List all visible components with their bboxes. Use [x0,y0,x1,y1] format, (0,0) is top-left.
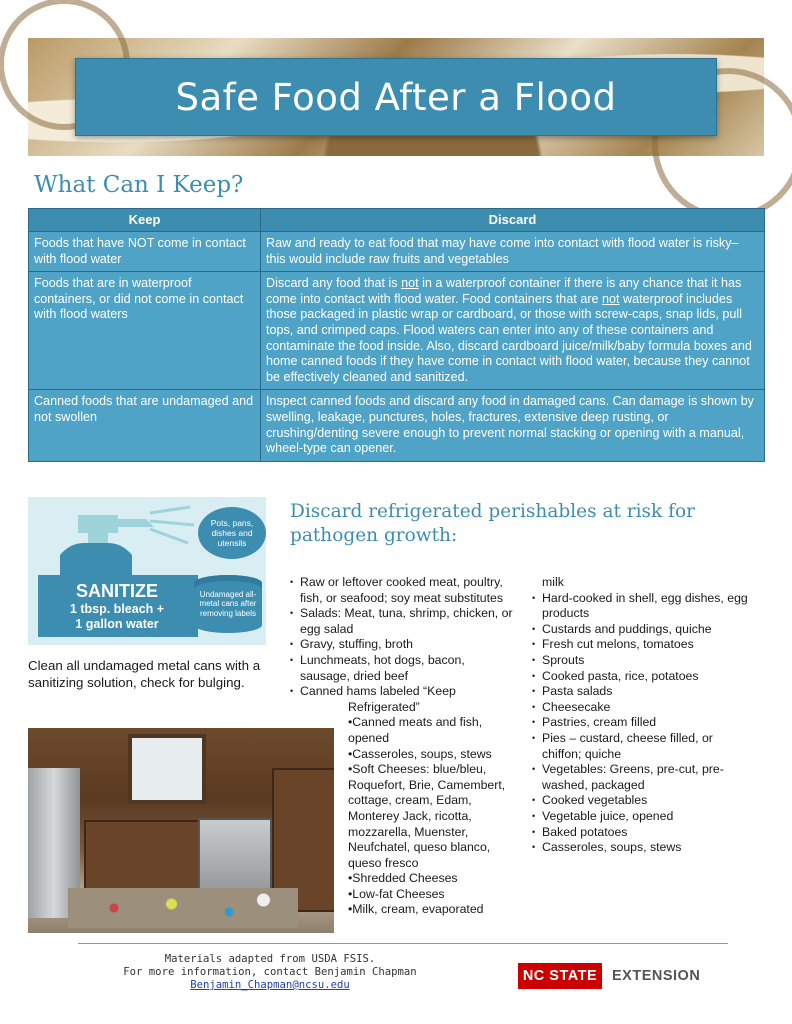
footer-line1: Materials adapted from USDA FSIS. [164,953,376,965]
discard-cell: Raw and ready to eat food that may have come into contact with flood water is risky– this would include raw fruits and vegetables [261,232,765,272]
footer-divider [78,943,728,944]
discard-column-header: Discard [261,209,765,232]
clean-cans-text: Clean all undamaged metal cans with a sanitizing solution, check for bulging. [28,658,261,690]
perishables-list-col2 [530,575,750,856]
list-item: •Shredded Cheeses [348,871,458,886]
list-item: • Baked potatoes [530,825,750,841]
sanitize-label [42,581,192,632]
list-item: • Vegetables: Greens, pre-cut, pre-washed, packaged [530,762,750,793]
list-item: • Raw or leftover cooked meat, poultry, fish, or seafood; soy meat substitutes [288,575,518,606]
perishables-list-col1 [288,575,518,918]
keep-discard-table [28,208,765,462]
nc-state-logo-box: NC STATE [518,963,602,989]
table-row [29,272,765,390]
discard-text: Discard any food that is [266,276,402,291]
cabinet-shape [84,820,200,894]
keep-cell: Foods that are in waterproof containers, or did not come in contact with flood waters [29,272,261,390]
keep-cell: Canned foods that are undamaged and not swollen [29,390,261,461]
window-shape [128,734,206,804]
sanitize-line2: 1 gallon water [75,617,159,631]
list-item: • Pasta salads [530,684,750,700]
contact-email-link[interactable]: Benjamin_Chapman@ncsu.edu [190,979,350,991]
list-item: Refrigerated” [348,699,420,714]
extension-logo-text: EXTENSION [612,968,701,984]
list-item: •Milk, cream, evaporated [348,902,484,917]
list-item: •Soft Cheeses: blue/bleu, Roquefort, Brie, Camembert, cottage, cream, Edam, Monterey Jack, ricotta, mozzarella, Muenster, Neufchatel, queso blanco, queso fresco [348,762,506,870]
list-item: • Custards and puddings, quiche [530,622,750,638]
list-item: • Pastries, cream filled [530,715,750,731]
section-heading: What Can I Keep? [34,172,244,198]
list-item: • Pies – custard, cheese filled, or chiffon; quiche [530,731,750,762]
list-item: • Fresh cut melons, tomatoes [530,637,750,653]
discard-cell: Inspect canned foods and discard any food in damaged cans. Can damage is shown by swelling, leakage, punctures, holes, fractures, extensive deep rusting, or crushing/denting severe enough to prevent normal stacking or opening with a manual, wheel-type can opener. [261,390,765,461]
list-item: •Casseroles, soups, stews [348,746,492,761]
list-item: • Cooked vegetables [530,793,750,809]
list-item: • Cooked pasta, rice, potatoes [530,669,750,685]
utensils-bubble: Pots, pans, dishes and utensils [198,507,266,559]
list-item: •Canned meats and fish, opened [348,715,483,745]
nc-state-extension-logo [518,963,700,989]
sanitize-graphic [28,497,266,645]
debris-shape [68,888,298,928]
discard-text: in a waterproof container if there is any chance that it has come into contact with flood water. Food containers that are [266,276,742,306]
list-item: milk [542,575,564,589]
footer-credits [100,953,440,992]
list-item: • Lunchmeats, hot dogs, bacon, sausage, dried beef [288,653,518,684]
sanitize-line1: 1 tbsp. bleach + [69,602,165,616]
page-title: Safe Food After a Flood [75,58,717,136]
sanitize-title: SANITIZE [75,581,158,601]
table-row [29,390,765,461]
list-item: • Casseroles, soups, stews [530,840,750,856]
list-item: • Salads: Meat, tuna, shrimp, chicken, or egg salad [288,606,518,637]
list-item: • Canned hams labeled “Keep [288,684,518,700]
list-item: • Gravy, stuffing, broth [288,637,518,653]
list-item: • Hard-cooked in shell, egg dishes, egg products [530,591,750,622]
header-banner [28,38,764,156]
perishables-heading: Discard refrigerated perishables at risk for pathogen growth: [290,501,695,546]
keep-cell: Foods that have NOT come in contact with flood water [29,232,261,272]
table-row [29,232,765,272]
list-item: • Cheesecake [530,700,750,716]
table-header-row [29,209,765,232]
footer-line2: For more information, contact Benjamin Chapman [123,966,417,978]
metal-can-label: Undamaged all-metal cans after removing labels [194,575,262,633]
keep-column-header: Keep [29,209,261,232]
underlined-not: not [401,276,419,291]
list-item: • Sprouts [530,653,750,669]
list-item: •Low-fat Cheeses [348,886,445,901]
underlined-not: not [602,291,620,306]
discard-text: waterproof includes those packaged in plastic wrap or cardboard, or those with screw-caps, snap lids, pull tops, and crimped caps. Flood waters can enter into any of these containers and contaminate the food inside. Also, discard cardboard juice/milk/baby formula boxes and home canned foods if they have come in contact with flood water, because they cannot be effectively cleaned and sanitized. [266,291,752,384]
list-item: • Vegetable juice, opened [530,809,750,825]
discard-cell [261,272,765,390]
